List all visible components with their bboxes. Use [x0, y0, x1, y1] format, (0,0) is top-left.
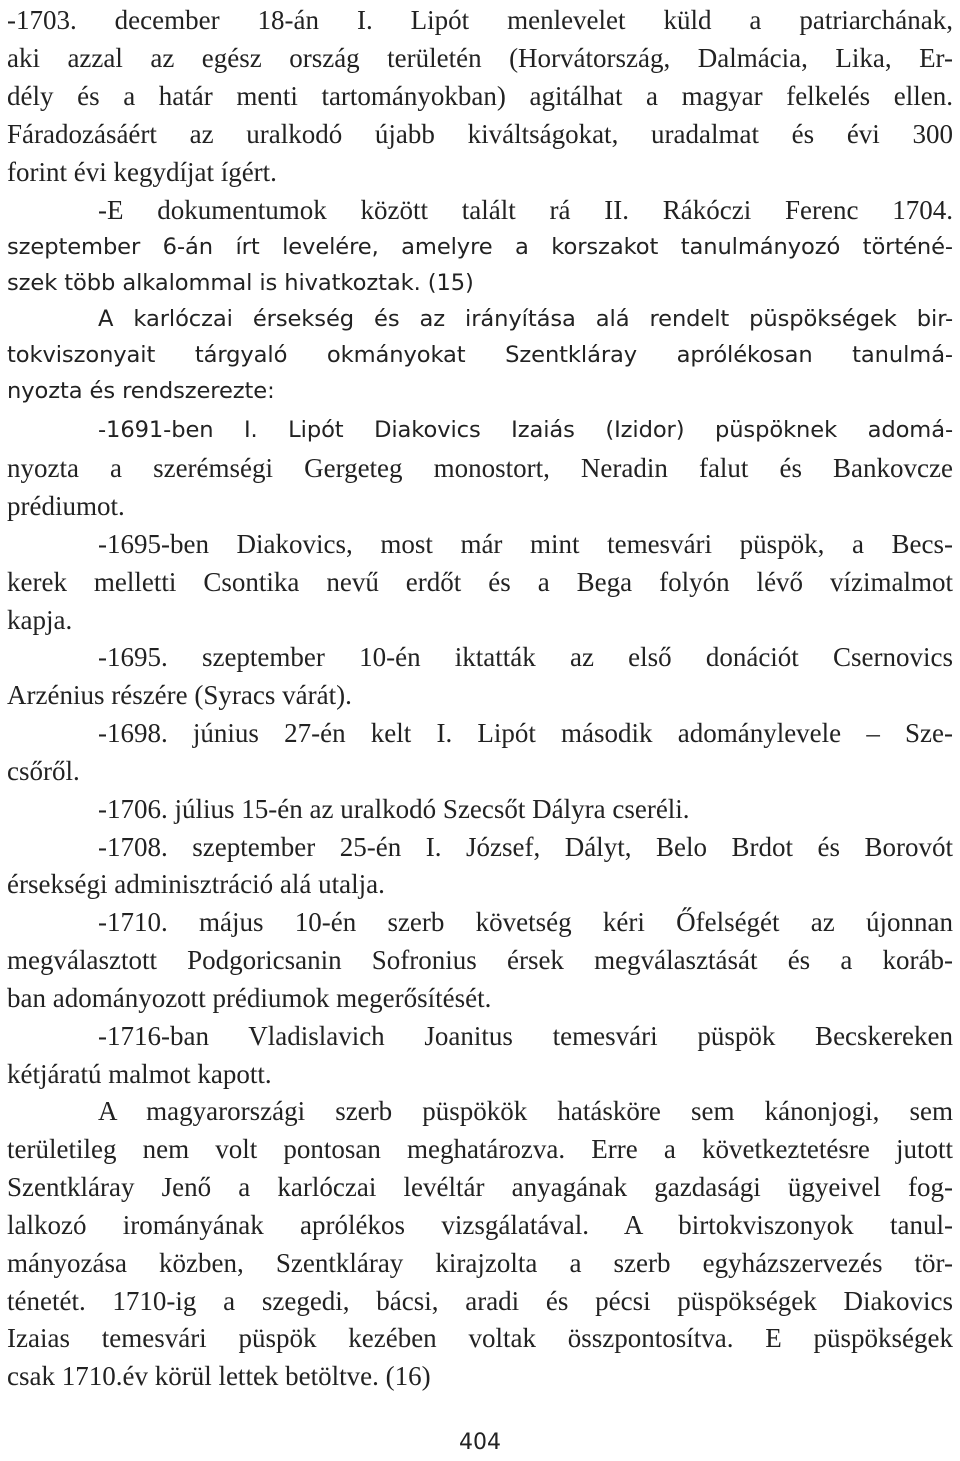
text-line: prédiumot.: [7, 491, 125, 521]
text-line: dély és a határ menti tartományokban) agitálhat a magyar felkelés ellen.: [7, 81, 953, 111]
text-line: érsekségi adminisztráció alá utalja.: [7, 869, 385, 899]
text-line: Fáradozásáért az uralkodó újabb kiváltságokat, uradalmat és évi 300: [7, 119, 953, 149]
text-line: -1703. december 18-án I. Lipót menlevelet küld a patriarchának,: [7, 5, 953, 35]
text-line: -1698. június 27-én kelt I. Lipót második adománylevele – Sze-: [98, 718, 953, 748]
text-line: Izaias temesvári püspök kezében voltak összpontosítva. E püspökségek: [7, 1323, 953, 1353]
text-line: nyozta és rendszerezte:: [7, 378, 275, 404]
text-line: szeptember 6-án írt levelére, amelyre a korszakot tanulmányozó történé-: [7, 234, 953, 260]
text-line: -1706. július 15-én az uralkodó Szecsőt Dályra cseréli.: [98, 794, 690, 824]
text-line: forint évi kegydíjat ígért.: [7, 157, 277, 187]
text-line: -1691-ben I. Lipót Diakovics Izaiás (Izidor) püspöknek adomá-: [98, 417, 953, 443]
text-line: lalkozó irományának aprólékos vizsgálatával. A birtokviszonyok tanul-: [7, 1210, 953, 1240]
page-number: 404: [459, 1430, 501, 1455]
text-line: ban adományozott prédiumok megerősítését.: [7, 983, 492, 1013]
text-line: mányozása közben, Szentkláray kirajzolta a szerb egyházszervezés tör-: [7, 1248, 953, 1278]
text-line: -E dokumentumok között talált rá II. Rákóczi Ferenc 1704.: [98, 195, 953, 225]
text-line: kapja.: [7, 605, 73, 635]
text-line: aki azzal az egész ország területén (Horvátország, Dalmácia, Lika, Er-: [7, 43, 953, 73]
text-line: szek több alkalommal is hivatkoztak. (15): [7, 270, 474, 296]
text-line: -1695. szeptember 10-én iktatták az első donációt Csernovics: [98, 642, 953, 672]
text-line: A magyarországi szerb püspökök hatásköre sem kánonjogi, sem: [98, 1096, 953, 1126]
text-line: -1710. május 10-én szerb követség kéri Őfelségét az újonnan: [98, 907, 953, 937]
text-line: Szentkláray Jenő a karlóczai levéltár anyagának gazdasági ügyeivel fog-: [7, 1172, 953, 1202]
text-line: csőről.: [7, 756, 80, 786]
text-line: kétjáratú malmot kapott.: [7, 1059, 272, 1089]
text-line: ténetét. 1710-ig a szegedi, bácsi, aradi és pécsi püspökségek Diakovics: [7, 1286, 953, 1316]
text-line: -1716-ban Vladislavich Joanitus temesvári püspök Becskereken: [98, 1021, 953, 1051]
text-line: -1695-ben Diakovics, most már mint temesvári püspök, a Becs-: [98, 529, 953, 559]
text-line: nyozta a szerémségi Gergeteg monostort, Neradin falut és Bankovcze: [7, 453, 953, 483]
text-line: megválasztott Podgoricsanin Sofronius érsek megválasztását és a koráb-: [7, 945, 953, 975]
text-line: területileg nem volt pontosan meghatározva. Erre a következtetésre jutott: [7, 1134, 953, 1164]
text-line: kerek melletti Csontika nevű erdőt és a Bega folyón lévő vízimalmot: [7, 567, 953, 597]
text-line: Arzénius részére (Syracs várát).: [7, 680, 352, 710]
text-line: A karlóczai érsekség és az irányítása alá rendelt püspökségek bir-: [98, 306, 953, 332]
text-line: tokviszonyait tárgyaló okmányokat Szentkláray aprólékosan tanulmá-: [7, 342, 953, 368]
text-line: -1708. szeptember 25-én I. József, Dályt, Belo Brdot és Borovót: [98, 832, 953, 862]
text-line: csak 1710.év körül lettek betöltve. (16): [7, 1361, 431, 1391]
